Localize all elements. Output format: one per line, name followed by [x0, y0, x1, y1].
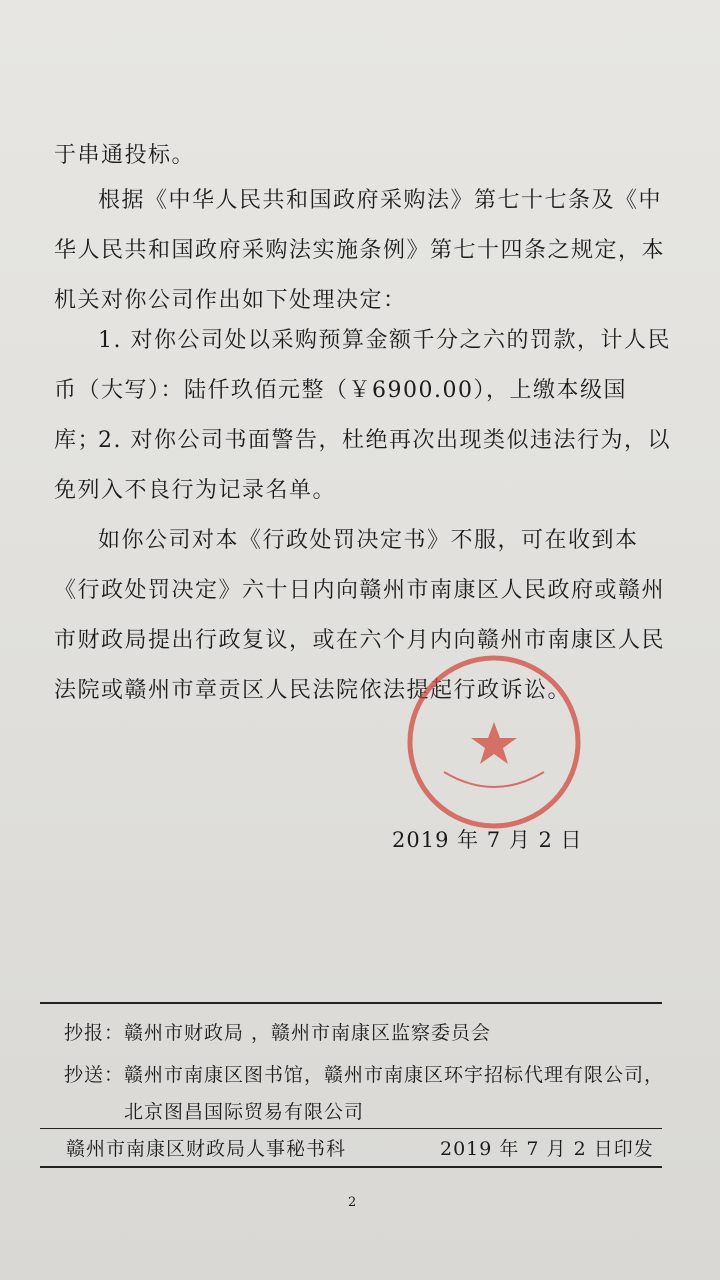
decision-date: 2019 年 7 月 2 日: [392, 828, 583, 852]
divider-mid: [40, 1128, 662, 1129]
issue-date: 2019 年 7 月 2 日印发: [440, 1138, 654, 1160]
issuer: 赣州市南康区财政局人事秘书科: [66, 1138, 347, 1160]
page-number: 2: [348, 1195, 357, 1210]
cc-send-label: 抄送：: [64, 1064, 125, 1086]
para-appeal: 如你公司对本《行政处罚决定书》不服，可在收到本《行政处罚决定》六十日内向赣州市南康区人民政府或赣州市财政局提出行政复议，或在六个月内向赣州市南康区人民法院或赣州市章贡区人民法院依法提起行政诉讼。: [54, 528, 666, 703]
cc-send-line: [64, 1060, 664, 1087]
cc-send-value: 赣州市南康区图书馆，赣州市南康区环宇招标代理有限公司，: [124, 1064, 665, 1086]
divider-top: [40, 1002, 662, 1004]
para-item-2: 2. 对你公司书面警告，杜绝再次出现类似违法行为，以免列入不良行为记录名单。: [54, 428, 671, 503]
cc-report-line: [64, 1018, 491, 1045]
para-continuation: 于串通投标。: [54, 143, 196, 168]
cc-report-label: 抄报：: [64, 1022, 125, 1044]
cc-send-line-2: 北京图昌国际贸易有限公司: [124, 1101, 365, 1123]
divider-bottom: [40, 1166, 662, 1168]
para-legal-basis: 根据《中华人民共和国政府采购法》第七十七条及《中华人民共和国政府采购法实施条例》第七十四条之规定，本机关对你公司作出如下处理决定：: [54, 188, 666, 313]
para-item-1: 1. 对你公司处以采购预算金额千分之六的罚款，计人民币（大写）：陆仟玖佰元整（￥6900.00），上缴本级国库；: [54, 328, 671, 453]
cc-report-value: 赣州市财政局 ，赣州市南康区监察委员会: [124, 1022, 492, 1044]
official-seal: [404, 652, 584, 832]
